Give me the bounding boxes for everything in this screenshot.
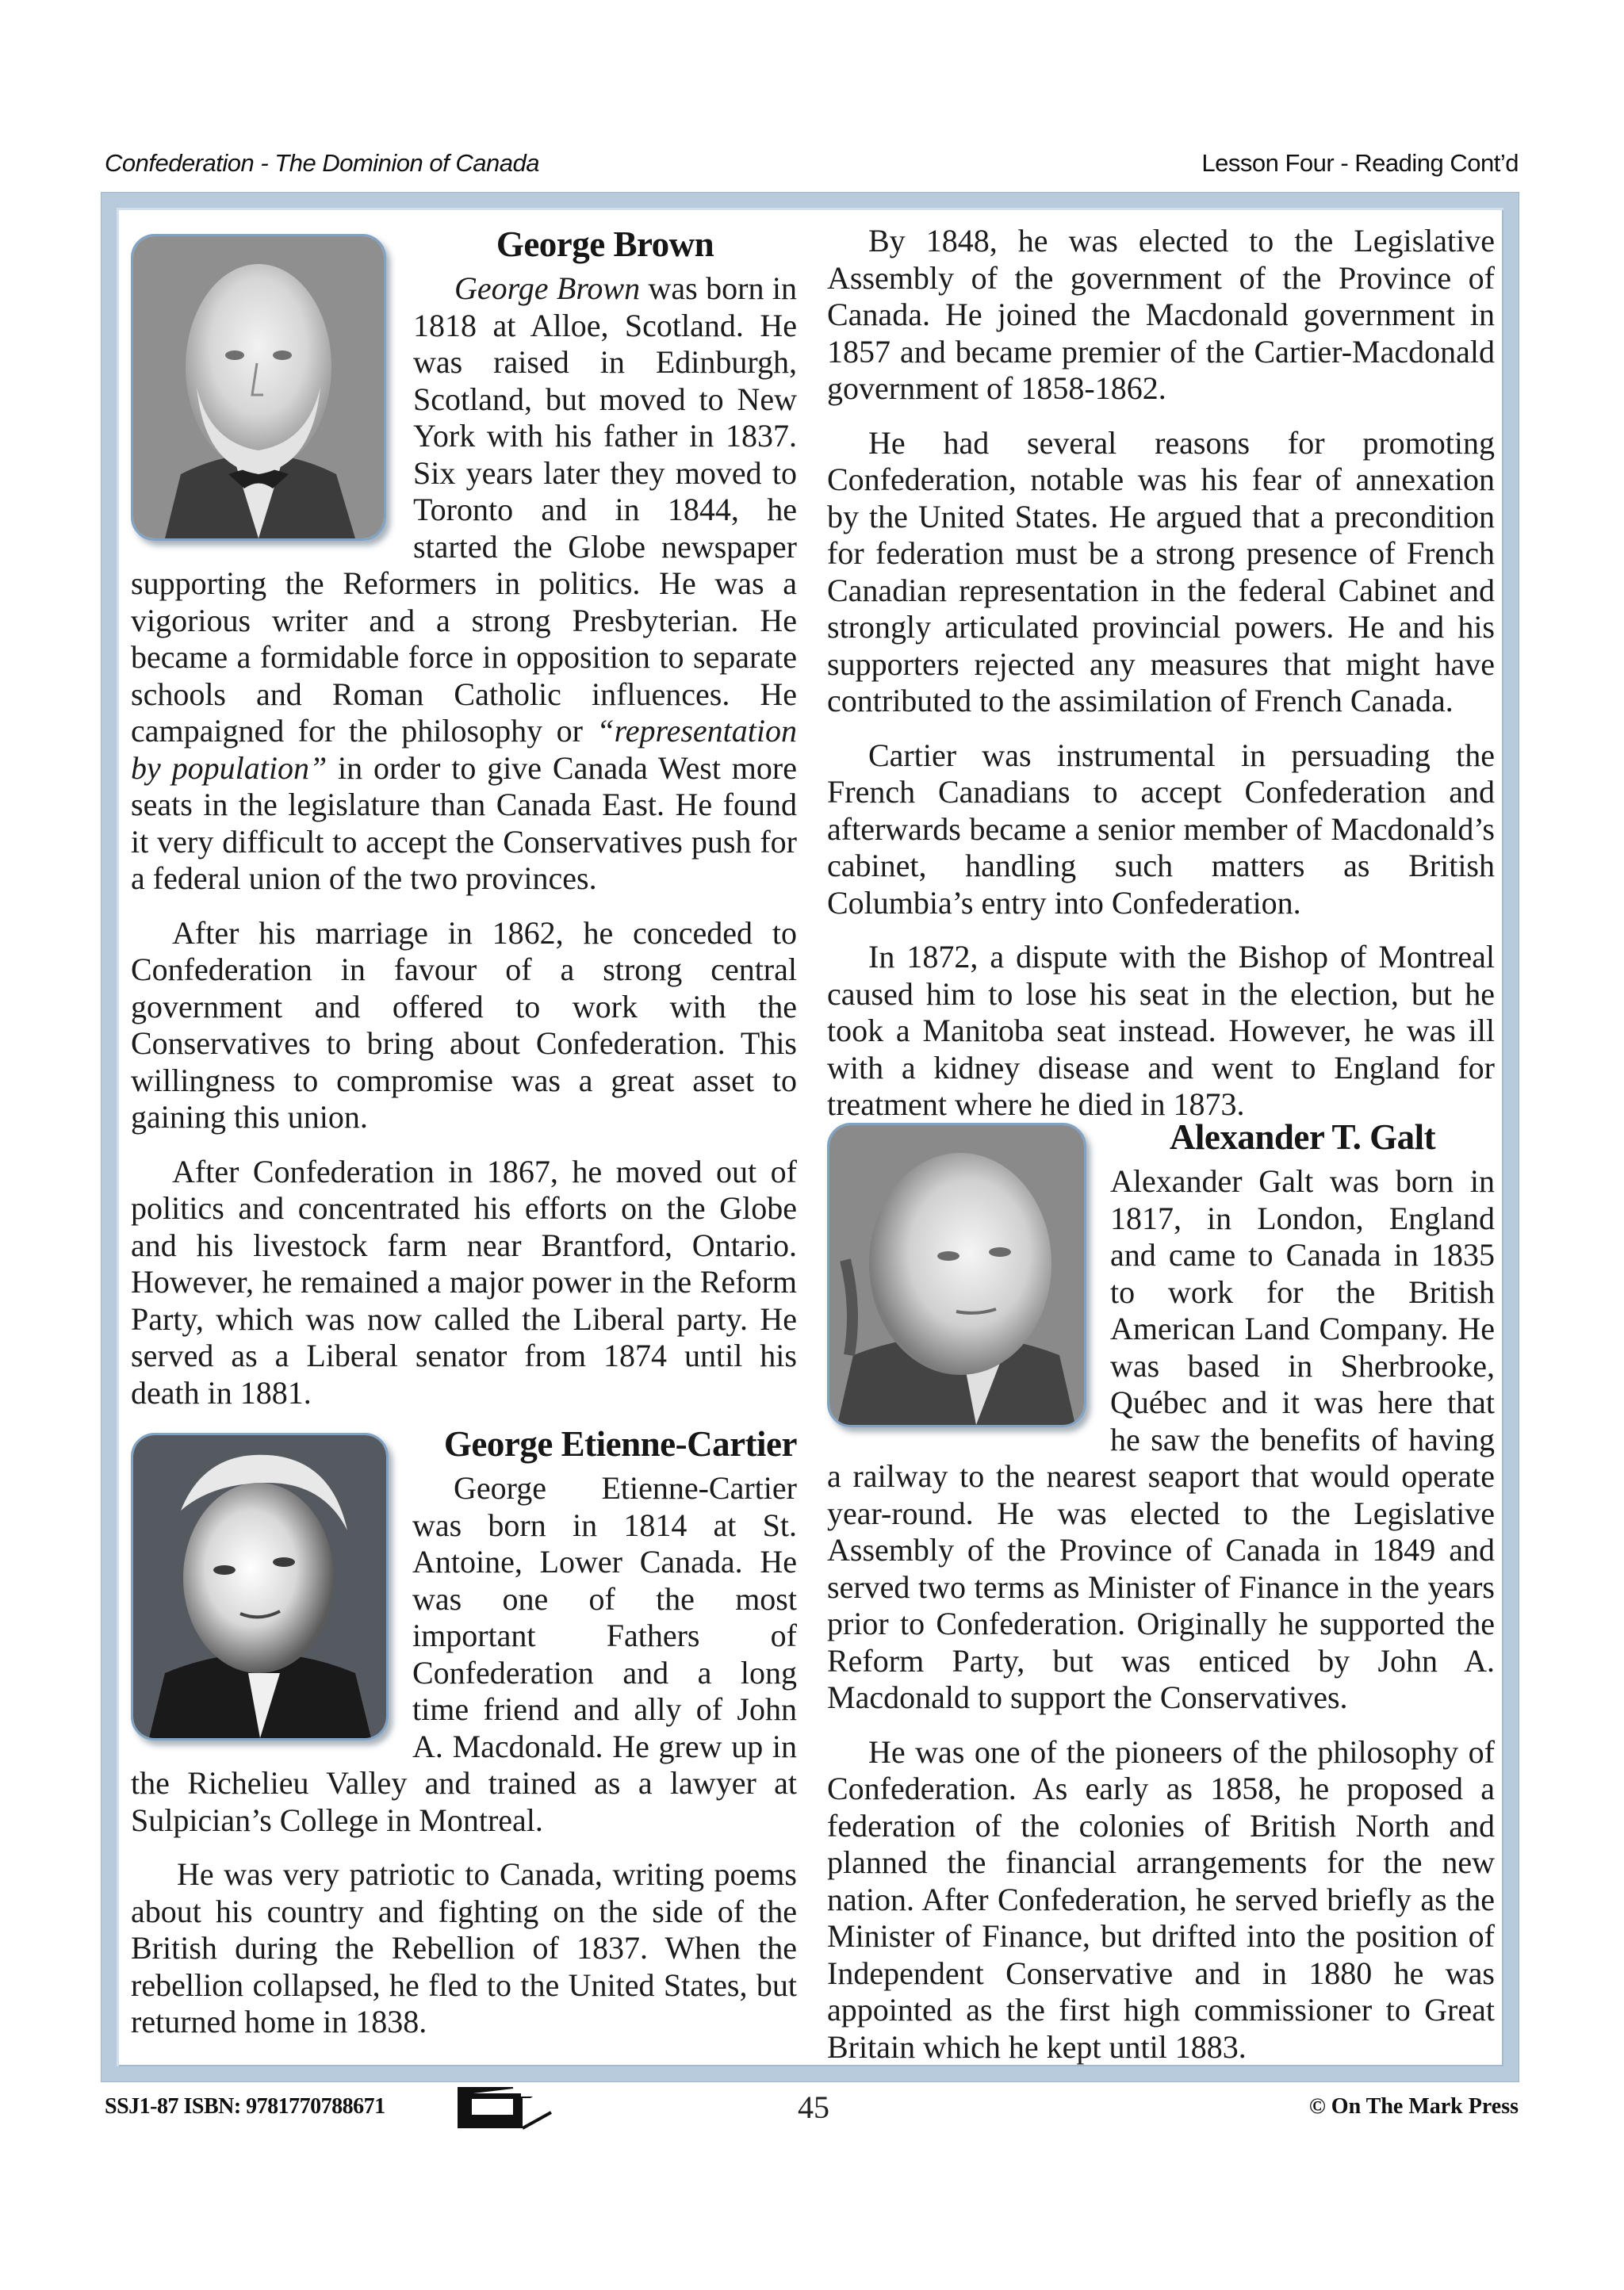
running-header-lesson: Lesson Four - Reading Cont’d [1201,149,1519,177]
paragraph-text: was born in 1818 at Alloe, Scotland. He was raised in Edinburgh, Scotland, but moved to New York with his father in 1837. Six years later they moved to Toronto and in 1844, he started the Globe newspaper supporting the Reformers in politics. He was a vigorious writer and a strong Presbyterian. He became a formidable force in opposition to separate schools and Roman Catholic influences. He campaigned for the philosophy or [131,270,797,749]
heading-george-brown: George Brown [496,224,714,264]
paragraph: After his marriage in 1862, he conceded to Confederation in favour of a strong central government and offered to work with the Conservatives to bring about Confederation. This willingness to compromise was a great asset to gaining this union. [131,914,797,1135]
heading-george-etienne-cartier: George Etienne-Cartier [443,1424,797,1464]
footer-copyright: © On The Mark Press [1308,2094,1519,2119]
portrait-george-brown [131,234,386,541]
italic-quote: “representation by population” [131,713,797,786]
paragraph-text: in order to give Canada West more seats in the legislature than Canada East. He found it very difficult to accept the Conservatives push for a federal union of the two provinces. [131,749,797,896]
footer-isbn: SSJ1-87 ISBN: 9781770788671 [105,2094,385,2119]
heading-alexander-galt: Alexander T. Galt [1169,1117,1436,1157]
paragraph: George Etienne-Cartier was born in 1814 at St. Antoine, Lower Canada. He was one of the most important Fathers of Confederation and a long time friend and ally of John A. Macdonald. He grew up in the Richelieu Valley and trained as a lawyer at Sulpician’s College in Montreal. [131,1470,797,1838]
portrait-photo-icon [133,1435,386,1738]
paragraph: He was very patriotic to Canada, writing poems about his country and fighting on the side of the British during the Rebellion of 1837. When the rebellion collapsed, he fled to the United States, but returned home in 1838. [131,1856,797,2039]
photocopier-icon [458,2087,553,2130]
lead-name: George Brown [454,270,641,306]
paragraph: Alexander Galt was born in 1817, in London, England and came to Canada in 1835 to work for the British American Land Company. He was based in Sherbrooke, Québec and it was here that he saw the benefits of having a railway to the nearest seaport that would operate year-round. He was elected to the Legislative Assembly of the Province of Canada in 1849 and served two terms as Minister of Finance in the years prior to Confederation. Originally he supported the Reform Party, but was enticed by John A. Macdonald to support the Conservatives. [827,1163,1495,1715]
paragraph: He had several reasons for promoting Confederation, notable was his fear of annexation by the United States. He argued that a precondition for federation must be a strong presence of French Canadian representation in the federal Cabinet and strongly articulated provincial powers. He and his supporters rejected any measures that might have contributed to the assimilation of French Canada. [827,424,1495,718]
running-header-title: Confederation - The Dominion of Canada [105,149,539,177]
section-george-etienne-cartier [131,1424,797,2058]
paragraph: Cartier was instrumental in persuading the French Canadians to accept Confederation and afterwards became a senior member of Macdonald’s cabinet, handling such matters as British Columbia’s entry into Confederation. [827,737,1495,921]
paragraph: In 1872, a dispute with the Bishop of Montreal caused him to lose his seat in the election, but he took a Manitoba seat instead. However, he was ill with a kidney disease and went to England for treatment where he died in 1873. [827,939,1495,1122]
paragraph: After Confederation in 1867, he moved out of politics and concentrated his efforts on the Globe and his livestock farm near Brantford, Ontario. However, he remained a major power in the Reform Party, which was now called the Liberal party. He served as a Liberal senator from 1874 until his death in 1881. [131,1153,797,1411]
portrait-alexander-galt [827,1123,1086,1427]
section-george-brown [131,224,797,1429]
page-number: 45 [798,2089,829,2125]
section-cartier-continued [827,223,1495,1141]
portrait-george-etienne-cartier [131,1433,389,1740]
portrait-photo-icon [133,236,384,538]
portrait-photo-icon [829,1125,1084,1425]
section-alexander-galt [827,1117,1495,2083]
paragraph: By 1848, he was elected to the Legislative Assembly of the government of the Province of Canada. He joined the Macdonald government in 1857 and became premier of the Cartier-Macdonald government of 1858-1862. [827,223,1495,406]
paragraph: He was one of the pioneers of the philosophy of Confederation. As early as 1858, he proposed a federation of the colonies of British North and planned the financial arrangements for the new nation. After Confederation, he served briefly as the Minister of Finance, but drifted into the position of Independent Conservative and in 1880 he was appointed as the first high commissioner to Great Britain which he kept until 1883. [827,1733,1495,2065]
